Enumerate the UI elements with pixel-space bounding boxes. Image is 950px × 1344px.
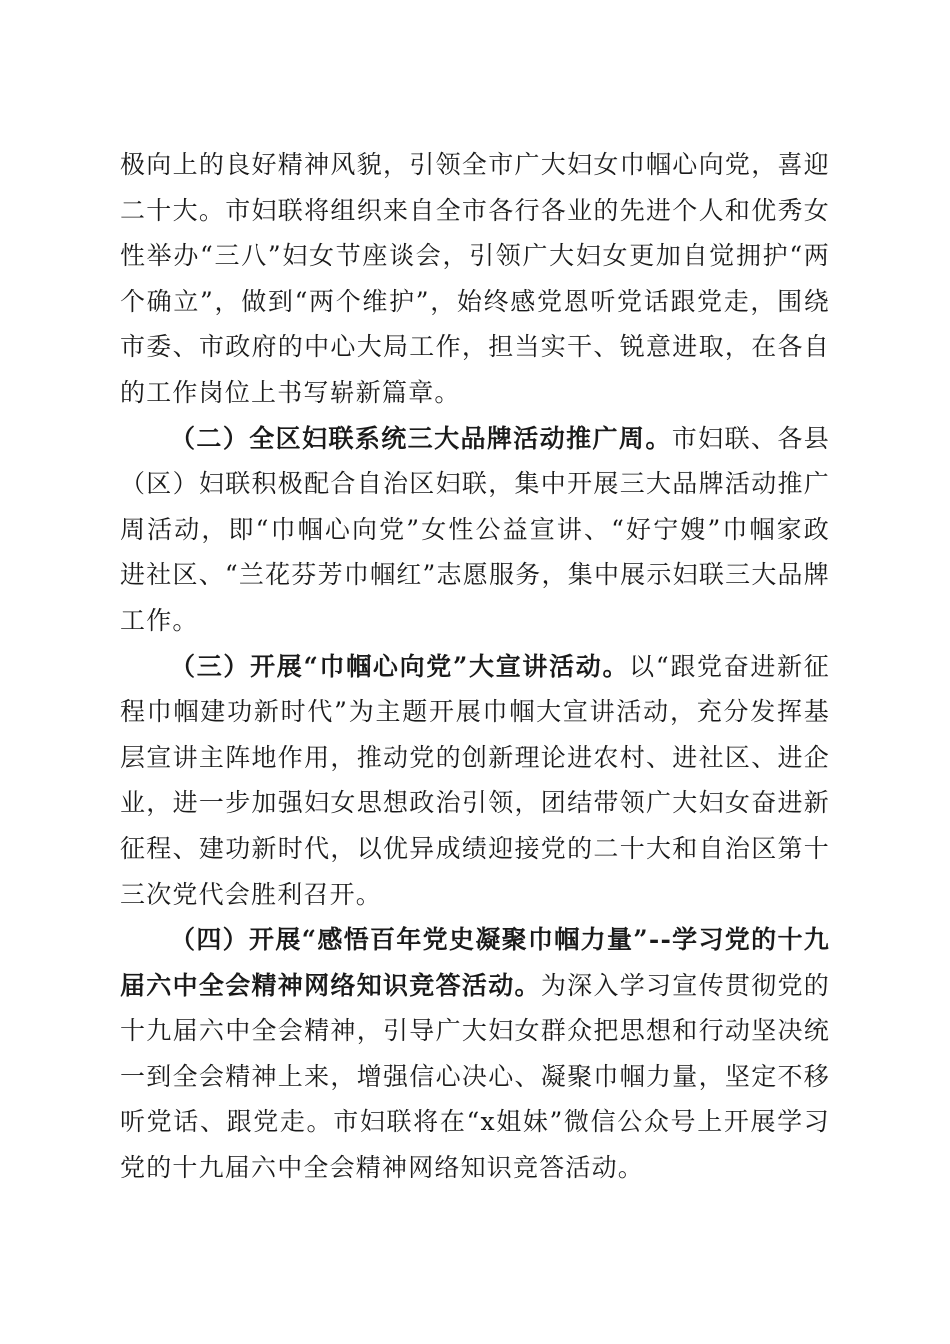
section-heading: （三）开展“巾帼心向党”大宣讲活动。 [170, 651, 630, 681]
paragraph-section-3 [120, 644, 830, 918]
paragraph-section-2 [120, 416, 830, 644]
section-heading: （二）全区妇联系统三大品牌活动推广周。 [170, 423, 672, 453]
paragraph-continuation [120, 142, 830, 416]
document-body [120, 142, 830, 1191]
paragraph-text: 极向上的良好精神风貌，引领全市广大妇女巾帼心向党，喜迎二十大。市妇联将组织来自全市各行各业的先进个人和优秀女性举办“三八”妇女节座谈会，引领广大妇女更加自觉拥护“两个确立”，做到“两个维护”，始终感党恩听党话跟党走，围绕市委、市政府的中心大局工作，担当实干、锐意进取，在各自的工作岗位上书写崭新篇章。 [120, 150, 830, 407]
paragraph-text: 以“跟党奋进新征程巾帼建功新时代”为主题开展巾帼大宣讲活动，充分发挥基层宣讲主阵地作用，推动党的创新理论进农村、进社区、进企业，进一步加强妇女思想政治引领，团结带领广大妇女奋进新征程、建功新时代，以优异成绩迎接党的二十大和自治区第十三次党代会胜利召开。 [120, 651, 830, 909]
paragraph-text: 为深入学习宣传贯彻党的十九届六中全会精神，引导广大妇女群众把思想和行动坚决统一到全会精神上来，增强信心决心、凝聚巾帼力量，坚定不移听党话、跟党走。市妇联将在“x姐妹”微信公众号上开展学习党的十九届六中全会精神网络知识竞答活动。 [120, 970, 831, 1183]
paragraph-text: 市妇联、各县（区）妇联积极配合自治区妇联，集中开展三大品牌活动推广周活动，即“巾帼心向党”女性公益宣讲、“好宁嫂”巾帼家政进社区、“兰花芬芳巾帼红”志愿服务，集中展示妇联三大品牌工作。 [120, 423, 830, 635]
section-heading: （四）开展“感悟百年党史凝聚巾帼力量”--学习党的十九届六中全会精神网络知识竞答活动。 [120, 925, 830, 1000]
paragraph-section-4 [120, 917, 830, 1191]
